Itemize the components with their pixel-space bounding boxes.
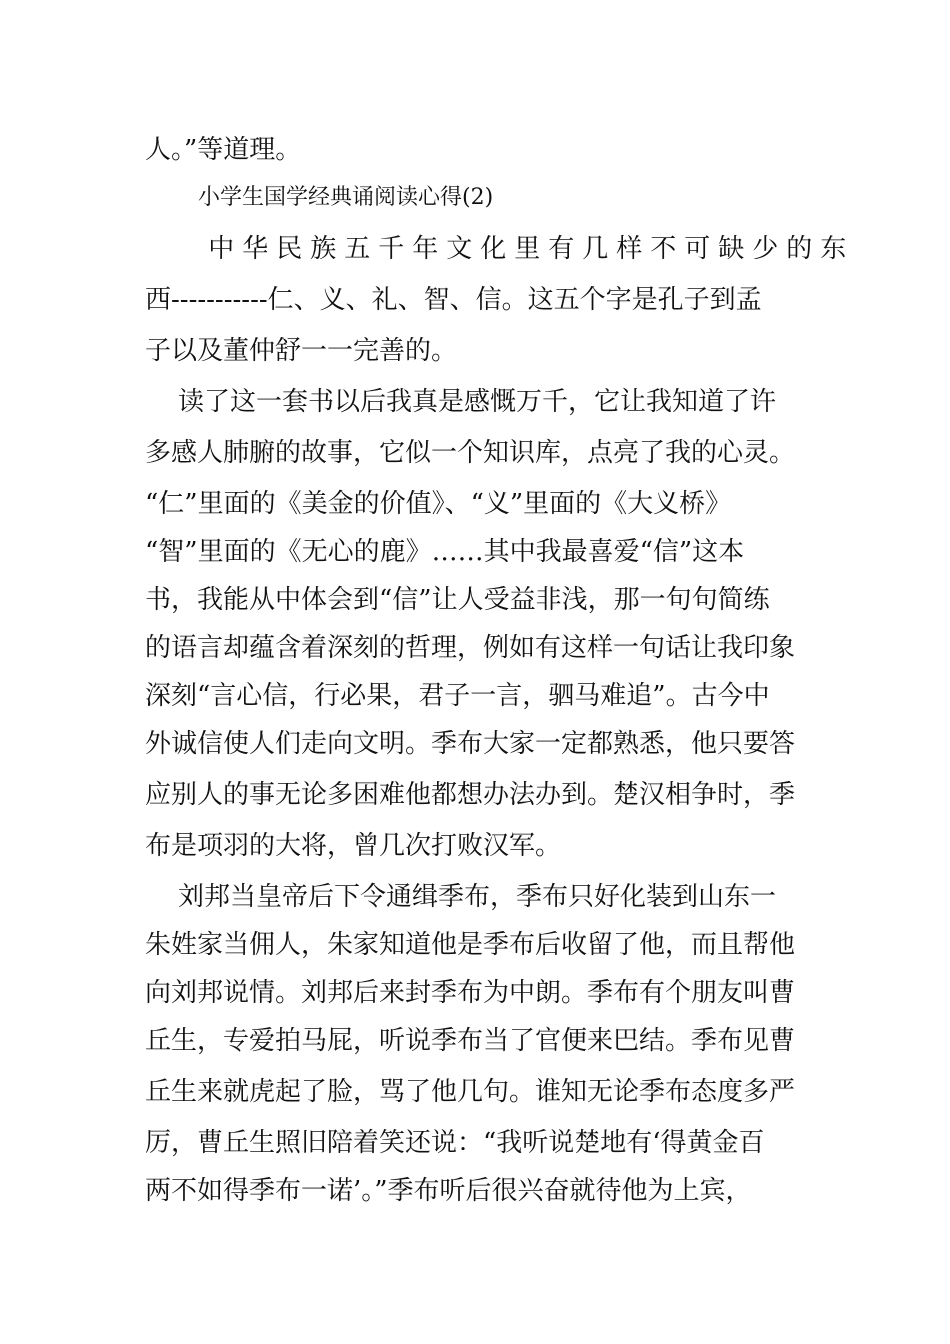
- text-line: 两不如得季布一诺’。”季布听后很兴奋就待他为上宾，: [145, 1176, 752, 1206]
- text-line: 应别人的事无论多困难他都想办法办到。楚汉相争时，季: [145, 780, 796, 810]
- text-line: 西-----------仁、义、礼、智、信。这五个字是孔子到孟: [145, 285, 762, 315]
- text-line: 刘邦当皇帝后下令通缉季布，季布只好化装到山东一: [145, 882, 777, 912]
- text-line: 人。”等道理。: [145, 135, 302, 165]
- text-line: “智”里面的《无心的鹿》……其中我最喜爱“信”这本: [145, 537, 745, 567]
- text-line: 深刻“言心信，行必果，君子一言，驷马难追”。古今中: [145, 681, 770, 711]
- section-heading: 小学生国学经典诵阅读心得(2): [198, 185, 494, 210]
- text-line: 中华民族五千年文化里有几样不可缺少的东: [192, 234, 855, 264]
- text-line: 厉，曹丘生照旧陪着笑还说：“我听说楚地有‘得黄金百: [145, 1128, 765, 1158]
- text-line: 书，我能从中体会到“信”让人受益非浅，那一句句简练: [145, 585, 770, 615]
- text-line: 布是项羽的大将，曾几次打败汉军。: [145, 831, 562, 861]
- text-line: 向刘邦说情。刘邦后来封季布为中朗。季布有个朋友叫曹: [145, 978, 796, 1008]
- text-line: 子以及董仲舒一一完善的。: [145, 336, 458, 366]
- text-line: 丘生来就虎起了脸，骂了他几句。谁知无论季布态度多严: [145, 1077, 796, 1107]
- text-line: 多感人肺腑的故事，它似一个知识库，点亮了我的心灵。: [145, 438, 796, 468]
- text-line: 的语言却蕴含着深刻的哲理，例如有这样一句话让我印象: [145, 633, 796, 663]
- text-line: 丘生，专爱拍马屁，听说季布当了官便来巴结。季布见曹: [145, 1026, 796, 1056]
- text-line: “仁”里面的《美金的价值》、“义”里面的《大义桥》: [145, 489, 732, 519]
- text-line: 朱姓家当佣人，朱家知道他是季布后收留了他，而且帮他: [145, 930, 796, 960]
- text-line: 外诚信使人们走向文明。季布大家一定都熟悉，他只要答: [145, 729, 796, 759]
- text-line: 读了这一套书以后我真是感慨万千，它让我知道了许: [145, 387, 777, 417]
